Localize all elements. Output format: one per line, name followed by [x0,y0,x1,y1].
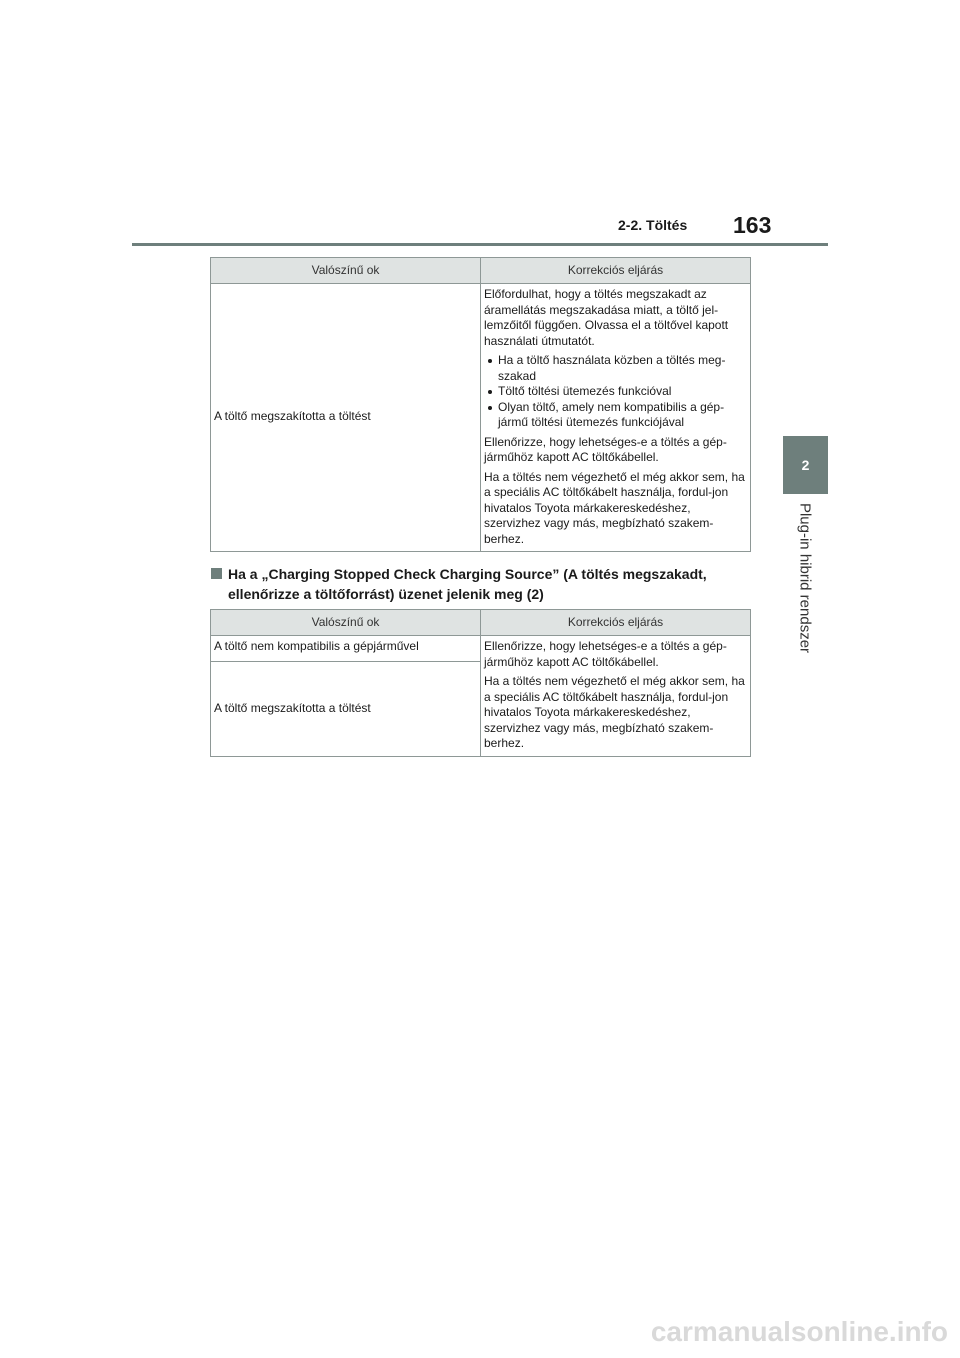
procedure-check: Ellenőrizze, hogy lehetséges-e a töltés a gép-járműhöz kapott AC töltőkábellel. [484,434,727,464]
table-causes-1 [210,257,751,552]
chapter-tab[interactable] [783,436,828,494]
cause-cell [211,662,481,757]
section-subheading [211,564,751,604]
subheading-line-1: Ha a „Charging Stopped Check Charging Source” (A töltés megszakadt, [228,566,707,582]
procedure-contact: Ha a töltés nem végezhető el még akkor sem, ha a speciális AC töltőkábelt használja, fordul-jon hivatalos Toyota márkakereskedéshez, szervizhez vagy más, megbízható szakem-berhez. [484,674,745,750]
procedure-check: Ellenőrizze, hogy lehetséges-e a töltés a gép-járműhöz kapott AC töltőkábellel. [484,639,727,669]
list-item: Ha a töltő használata közben a töltés meg-szakad [484,353,746,384]
cause-text: A töltő megszakította a töltést [214,409,371,424]
list-item: Olyan töltő, amely nem kompatibilis a gép-jármű töltési ütemezés funkciójával [484,400,746,431]
table-header-row [211,610,751,636]
column-header-procedure: Korrekciós eljárás [481,610,751,636]
table-row [211,284,751,552]
table-header-row [211,258,751,284]
page-number: 163 [733,212,772,238]
square-bullet-icon [211,568,222,579]
column-header-cause: Valószínű ok [211,258,481,284]
column-header-procedure: Korrekciós eljárás [481,258,751,284]
table-row [211,636,751,662]
cause-text: A töltő megszakította a töltést [214,700,371,715]
header-divider [132,243,828,246]
list-item: Töltő töltési ütemezés funkcióval [484,384,746,400]
subheading-line-2: ellenőrizze a töltőforrást) üzenet jelenik meg (2) [228,586,544,602]
column-header-cause: Valószínű ok [211,610,481,636]
procedure-cell [481,284,751,552]
watermark: carmanualsonline.info [650,1316,948,1347]
chapter-label: Plug-in hibrid rendszer [796,502,814,654]
procedure-intro: Előfordulhat, hogy a töltés megszakadt az áramellátás megszakadása miatt, a töltő jel-lemzőitől függően. Olvassa el a töltővel kapott használati útmutatót. [484,287,729,348]
table-causes-2 [210,609,751,757]
cause-text: A töltő nem kompatibilis a gépjárművel [214,639,419,653]
chapter-number: 2 [801,457,810,473]
bullet-list [484,353,746,431]
cause-cell [211,636,481,662]
procedure-contact: Ha a töltés nem végezhető el még akkor sem, ha a speciális AC töltőkábelt használja, fordul-jon hivatalos Toyota márkakereskedéshez, szervizhez vagy más, megbízható szakem-berhez. [484,469,745,546]
procedure-cell [481,636,751,757]
section-title: 2-2. Töltés [618,217,688,233]
cause-cell [211,284,481,552]
